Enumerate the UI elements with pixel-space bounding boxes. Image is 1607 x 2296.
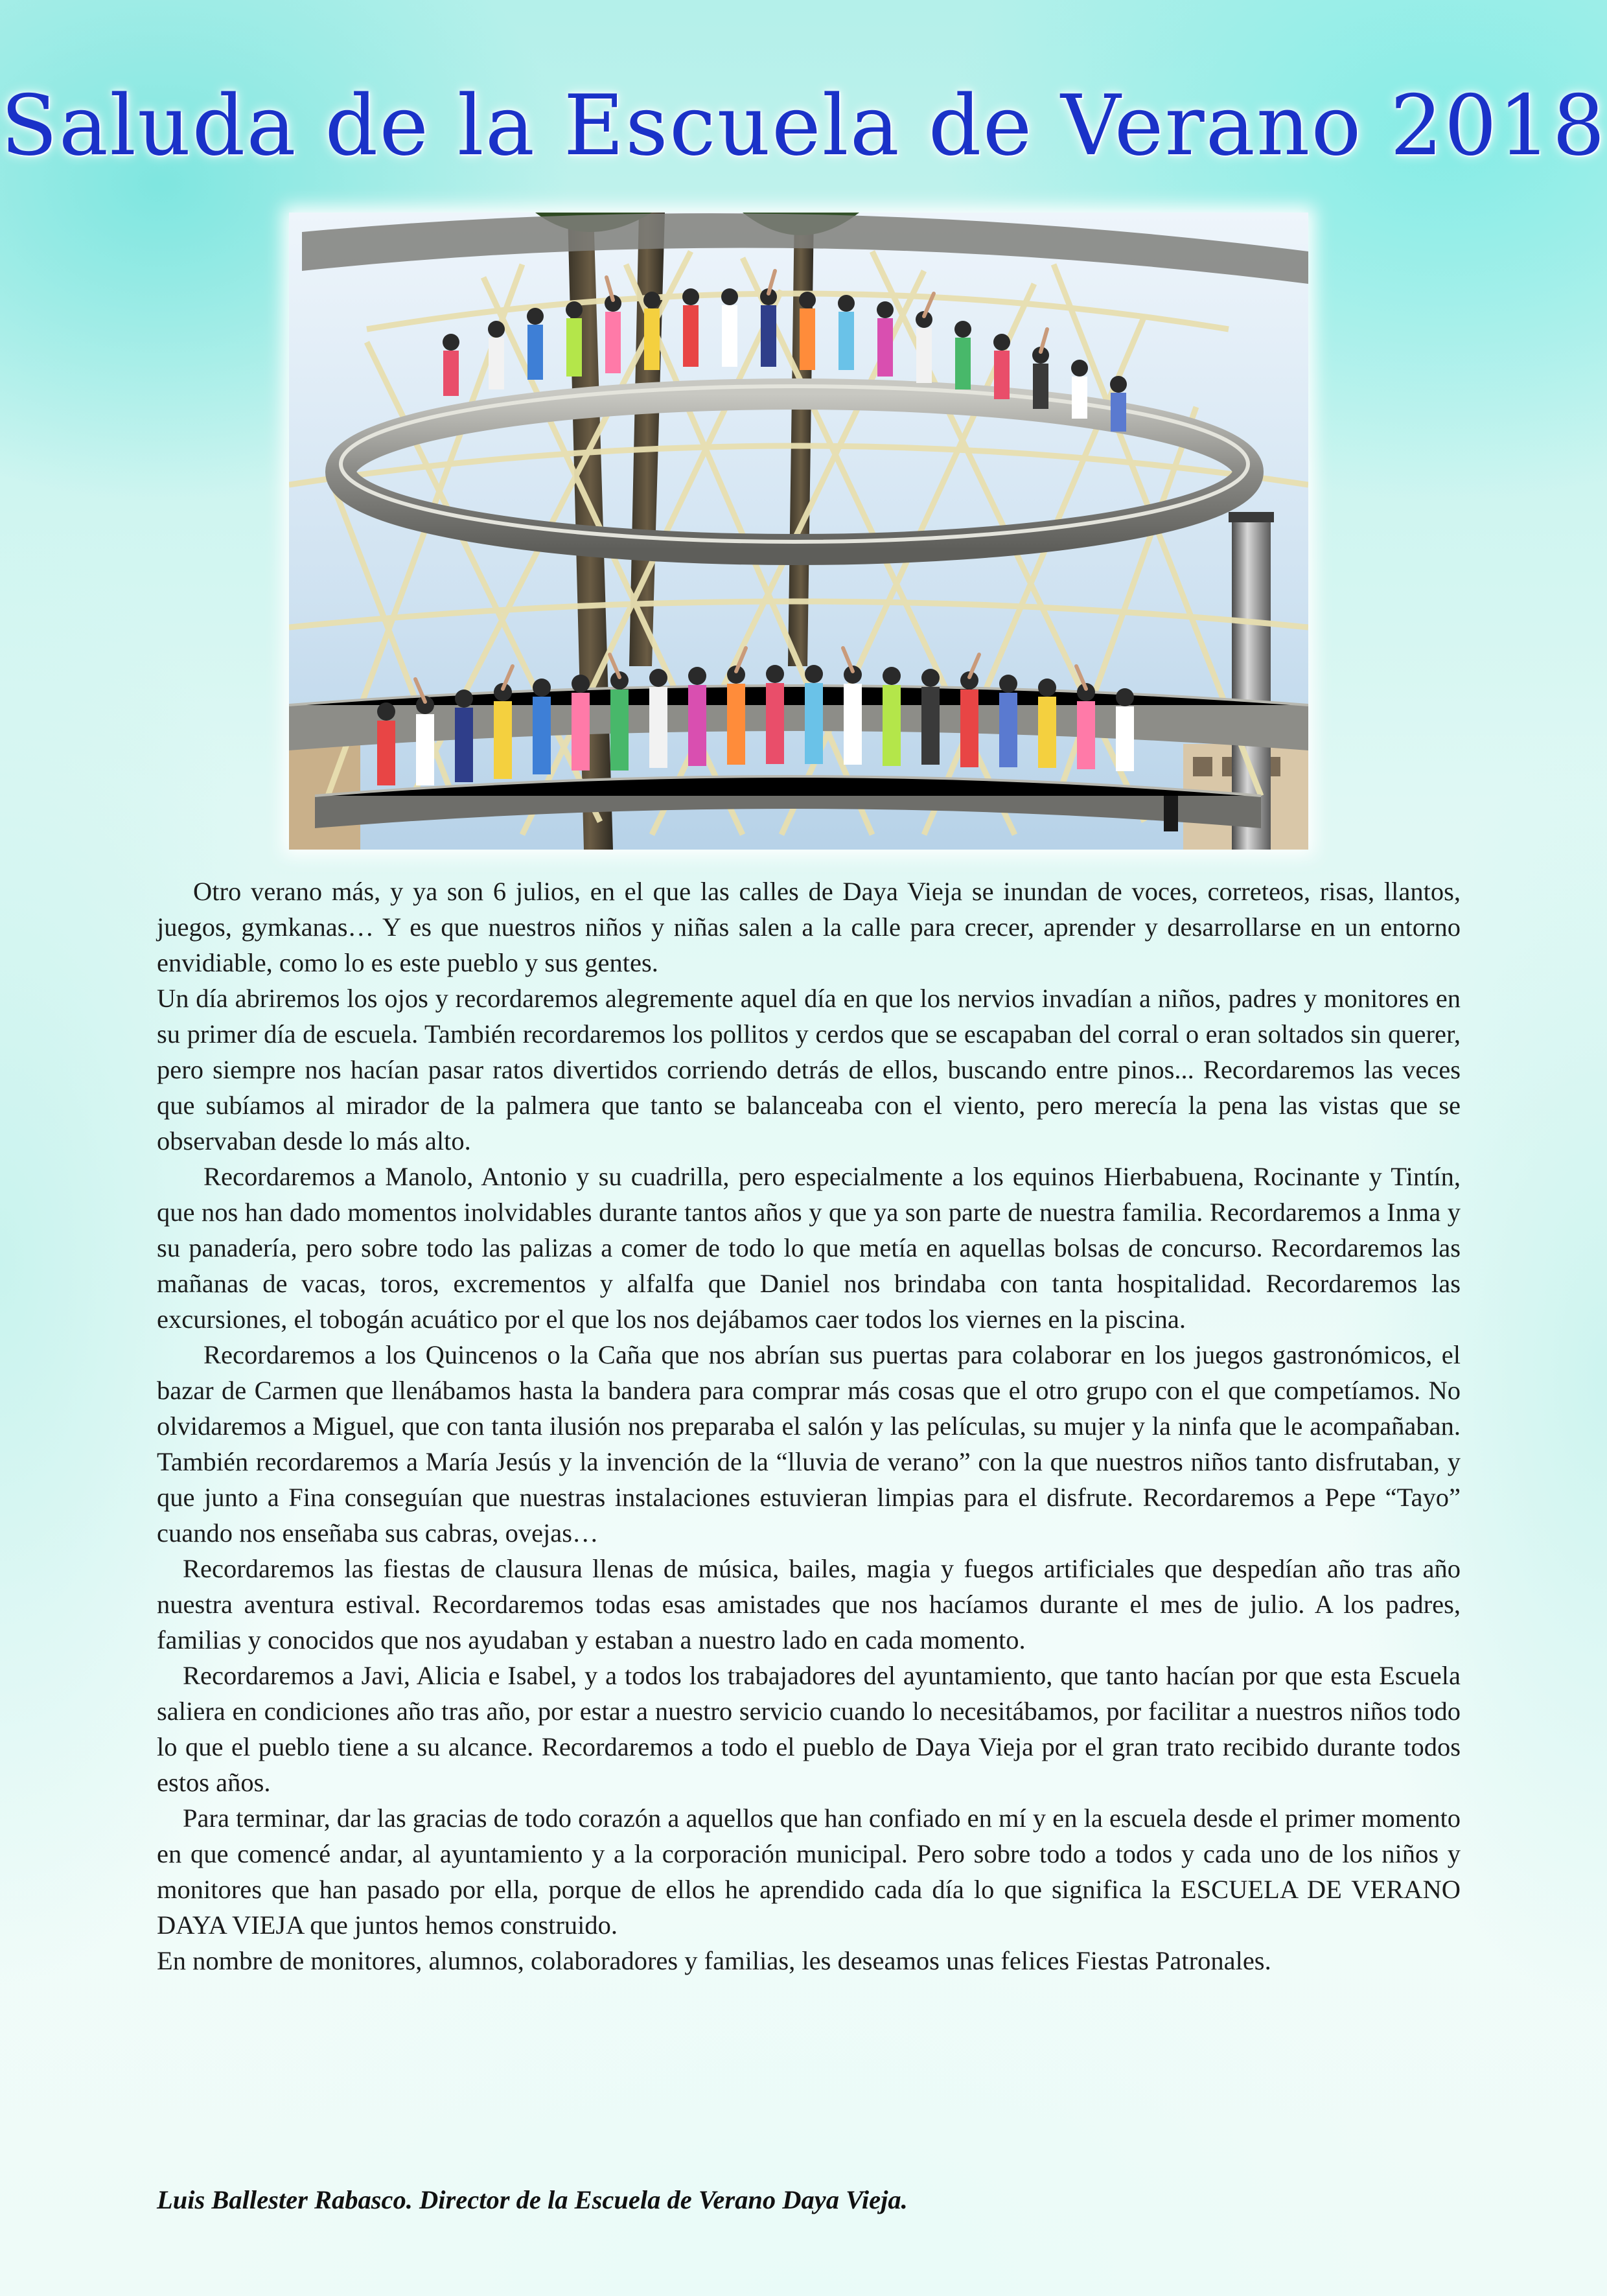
paragraph-8: En nombre de monitores, alumnos, colaboradores y familias, les deseamos unas felices Fiestas Patronales. [157,1946,1271,1975]
paragraph-1: Otro verano más, y ya son 6 julios, en el que las calles de Daya Vieja se inundan de voces, correteos, risas, llantos, juegos, gymkanas… Y es que nuestros niños y niñas salen a la calle para crecer, aprender y desarrollarse en un entorno envidiable, como lo es este pueblo y sus gentes. [157,877,1461,977]
paragraph-4: Recordaremos a los Quincenos o la Caña que nos abrían sus puertas para colaborar en los juegos gastronómicos, el bazar de Carmen que llenábamos hasta la bandera para comprar más cosas que el otro grupo con el que competíamos. No olvidaremos a Miguel, que con tanta ilusión nos preparaba el salón y las películas, su mujer y la ninfa que le acompañaban. También recordaremos a María Jesús y la invención de la “lluvia de verano” con la que nuestros niños tanto disfrutaban, y que junto a Fina conseguían que nuestras instalaciones estuvieran limpias para el disfrute. Recordaremos a Pepe “Tayo” cuando nos enseñaba sus cabras, ovejas… [157,1340,1461,1548]
paragraph-3: Recordaremos a Manolo, Antonio y su cuadrilla, pero especialmente a los equinos Hierbabuena, Rocinante y Tintín, que nos han dado momentos inolvidables durante tantos años y que ya son parte de nuestra familia. Recordaremos a Inma y su panadería, pero sobre todo las palizas a comer de todo lo que metía en aquellas bolsas de concurso. Recordaremos las mañanas de vacas, toros, excrementos y alfalfa que Daniel nos brindaba con tanta hospitalidad. Recordaremos las excursiones, el tobogán acuático por el que los nos dejábamos caer todos los viernes en la piscina. [157,1162,1461,1334]
paragraph-5: Recordaremos las fiestas de clausura llenas de música, bailes, magia y fuegos artificiales que despedían año tras año nuestra aventura estival. Recordaremos todas esas amistades que nos hacíamos durante el mes de julio. A los padres, familias y conocidos que nos ayudaban y estaban a nuestro lado en cada momento. [157,1554,1461,1654]
article-body [157,874,1461,1978]
paragraph-2: Un día abriremos los ojos y recordaremos alegremente aquel día en que los nervios invadían a niños, padres y monitores en su primer día de escuela. También recordaremos los pollitos y cerdos que se escapaban del corral o eran soltados sin querer, pero siempre nos hacían pasar ratos divertidos corriendo detrás de ellos, buscando entre pinos... Recordaremos las veces que subíamos al mirador de la palmera que tanto se balanceaba con el viento, pero merecía la pena las vistas que se observaban desde lo más alto. [157,984,1461,1155]
paragraph-7: Para terminar, dar las gracias de todo corazón a aquellos que han confiado en mí y en la escuela desde el primer momento en que comencé andar, al ayuntamiento y a la corporación municipal. Pero sobre todo a todos y cada uno de los niños y monitores que han pasado por ella, porque de ellos he aprendido cada día lo que significa la ESCUELA DE VERANO DAYA VIEJA que juntos hemos construido. [157,1803,1461,1940]
paragraph-6: Recordaremos a Javi, Alicia e Isabel, y a todos los trabajadores del ayuntamiento, que tanto hacían por que esta Escuela saliera en condiciones año tras año, por estar a nuestro servicio cuando lo necesitábamos, por facilitar a nuestros niños todo lo que el pueblo tiene a su alcance. Recordaremos a todo el pueblo de Daya Vieja por el gran trato recibido durante todos estos años. [157,1661,1461,1797]
group-photo [289,213,1308,850]
page-title: Saluda de la Escuela de Verano 2018 [1,78,1606,174]
photo-illustration [289,213,1308,850]
signature: Luis Ballester Rabasco. Director de la Escuela de Verano Daya Vieja. [157,2185,908,2214]
